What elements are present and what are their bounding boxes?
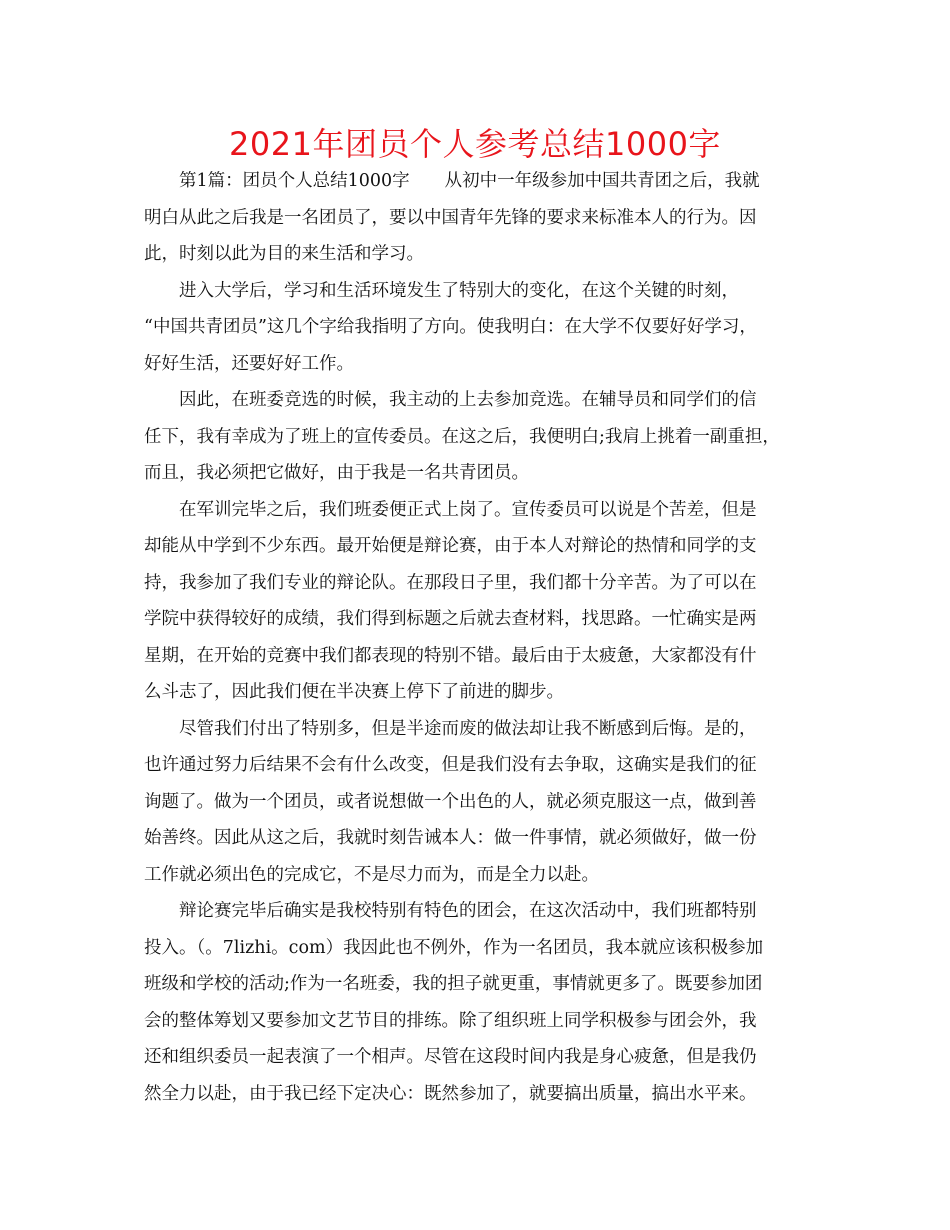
text-line: 询题了。做为一个团员，或者说想做一个出色的人，就必须克服这一点，做到善 [144, 791, 757, 812]
text-line: 辩论赛完毕后确实是我校特别有特色的团会，在这次活动中，我们班都特别 [179, 901, 757, 921]
document-title: 2021年团员个人参考总结1000字 [229, 125, 721, 163]
text-line: 星期，在开始的竞赛中我们都表现的特别不错。最后由于太疲惫，大家都没有什 [144, 645, 757, 666]
text-line: “中国共青团员”这几个字给我指明了方向。使我明白：在大学不仅要好好学习， [144, 317, 757, 337]
text-line: 然全力以赴，由于我已经下定决心：既然参加了，就要搞出质量，搞出水平来。 [144, 1083, 757, 1104]
text-line: 因此，在班委竞选的时候，我主动的上去参加竞选。在辅导员和同学们的信 [179, 390, 757, 410]
text-line: 还和组织委员一起表演了一个相声。尽管在这段时间内我是身心疲惫，但是我仍 [144, 1047, 757, 1067]
text-line: 明白从此之后我是一名团员了，要以中国青年先锋的要求来标准本人的行为。因 [144, 207, 757, 228]
text-line: 也许通过努力后结果不会有什么改变，但是我们没有去争取，这确实是我们的征 [144, 755, 757, 775]
text-line: 却能从中学到不少东西。最开始便是辩论赛，由于本人对辩论的热情和同学的支 [144, 536, 757, 556]
text-line: 始善终。因此从这之后，我就时刻告诫本人：做一件事情，就必须做好，做一份 [144, 828, 757, 848]
text-line: 学院中获得较好的成绩，我们得到标题之后就去查材料，找思路。一忙确实是两 [144, 609, 757, 629]
text-line: 任下，我有幸成为了班上的宣传委员。在这之后，我便明白;我肩上挑着一副重担， [144, 426, 780, 447]
text-line: 此，时刻以此为目的来生活和学习。 [144, 244, 424, 264]
text-line: 会的整体筹划又要参加文艺节目的排练。除了组织班上同学积极参与团会外，我 [144, 1010, 757, 1031]
text-line: 好好生活，还要好好工作。 [144, 353, 354, 374]
text-line: 班级和学校的活动;作为一名班委，我的担子就更重，事情就更多了。既要参加团 [144, 974, 763, 994]
text-line: 尽管我们付出了特别多，但是半途而废的做法却让我不断感到后悔。是的， [179, 718, 757, 739]
document-body [144, 163, 804, 1112]
text-line: 第1篇：团员个人总结1000字 从初中一年级参加中国共青团之后，我就 [179, 171, 760, 191]
text-line: 进入大学后，学习和生活环境发生了特别大的变化，在这个关键的时刻， [179, 280, 739, 301]
text-line: 持，我参加了我们专业的辩论队。在那段日子里，我们都十分辛苦。为了可以在 [144, 572, 757, 593]
text-line: 工作就必须出色的完成它，不是尽力而为，而是全力以赴。 [144, 864, 599, 885]
text-line: 而且，我必须把它做好，由于我是一名共青团员。 [144, 463, 529, 483]
text-line: 在军训完毕之后，我们班委便正式上岗了。宣传委员可以说是个苦差，但是 [179, 499, 757, 520]
text-line: 投入。（。7lizhi。com）我因此也不例外，作为一名团员，我本就应该积极参加 [144, 937, 764, 958]
text-line: 么斗志了，因此我们便在半决赛上停下了前进的脚步。 [144, 682, 564, 702]
